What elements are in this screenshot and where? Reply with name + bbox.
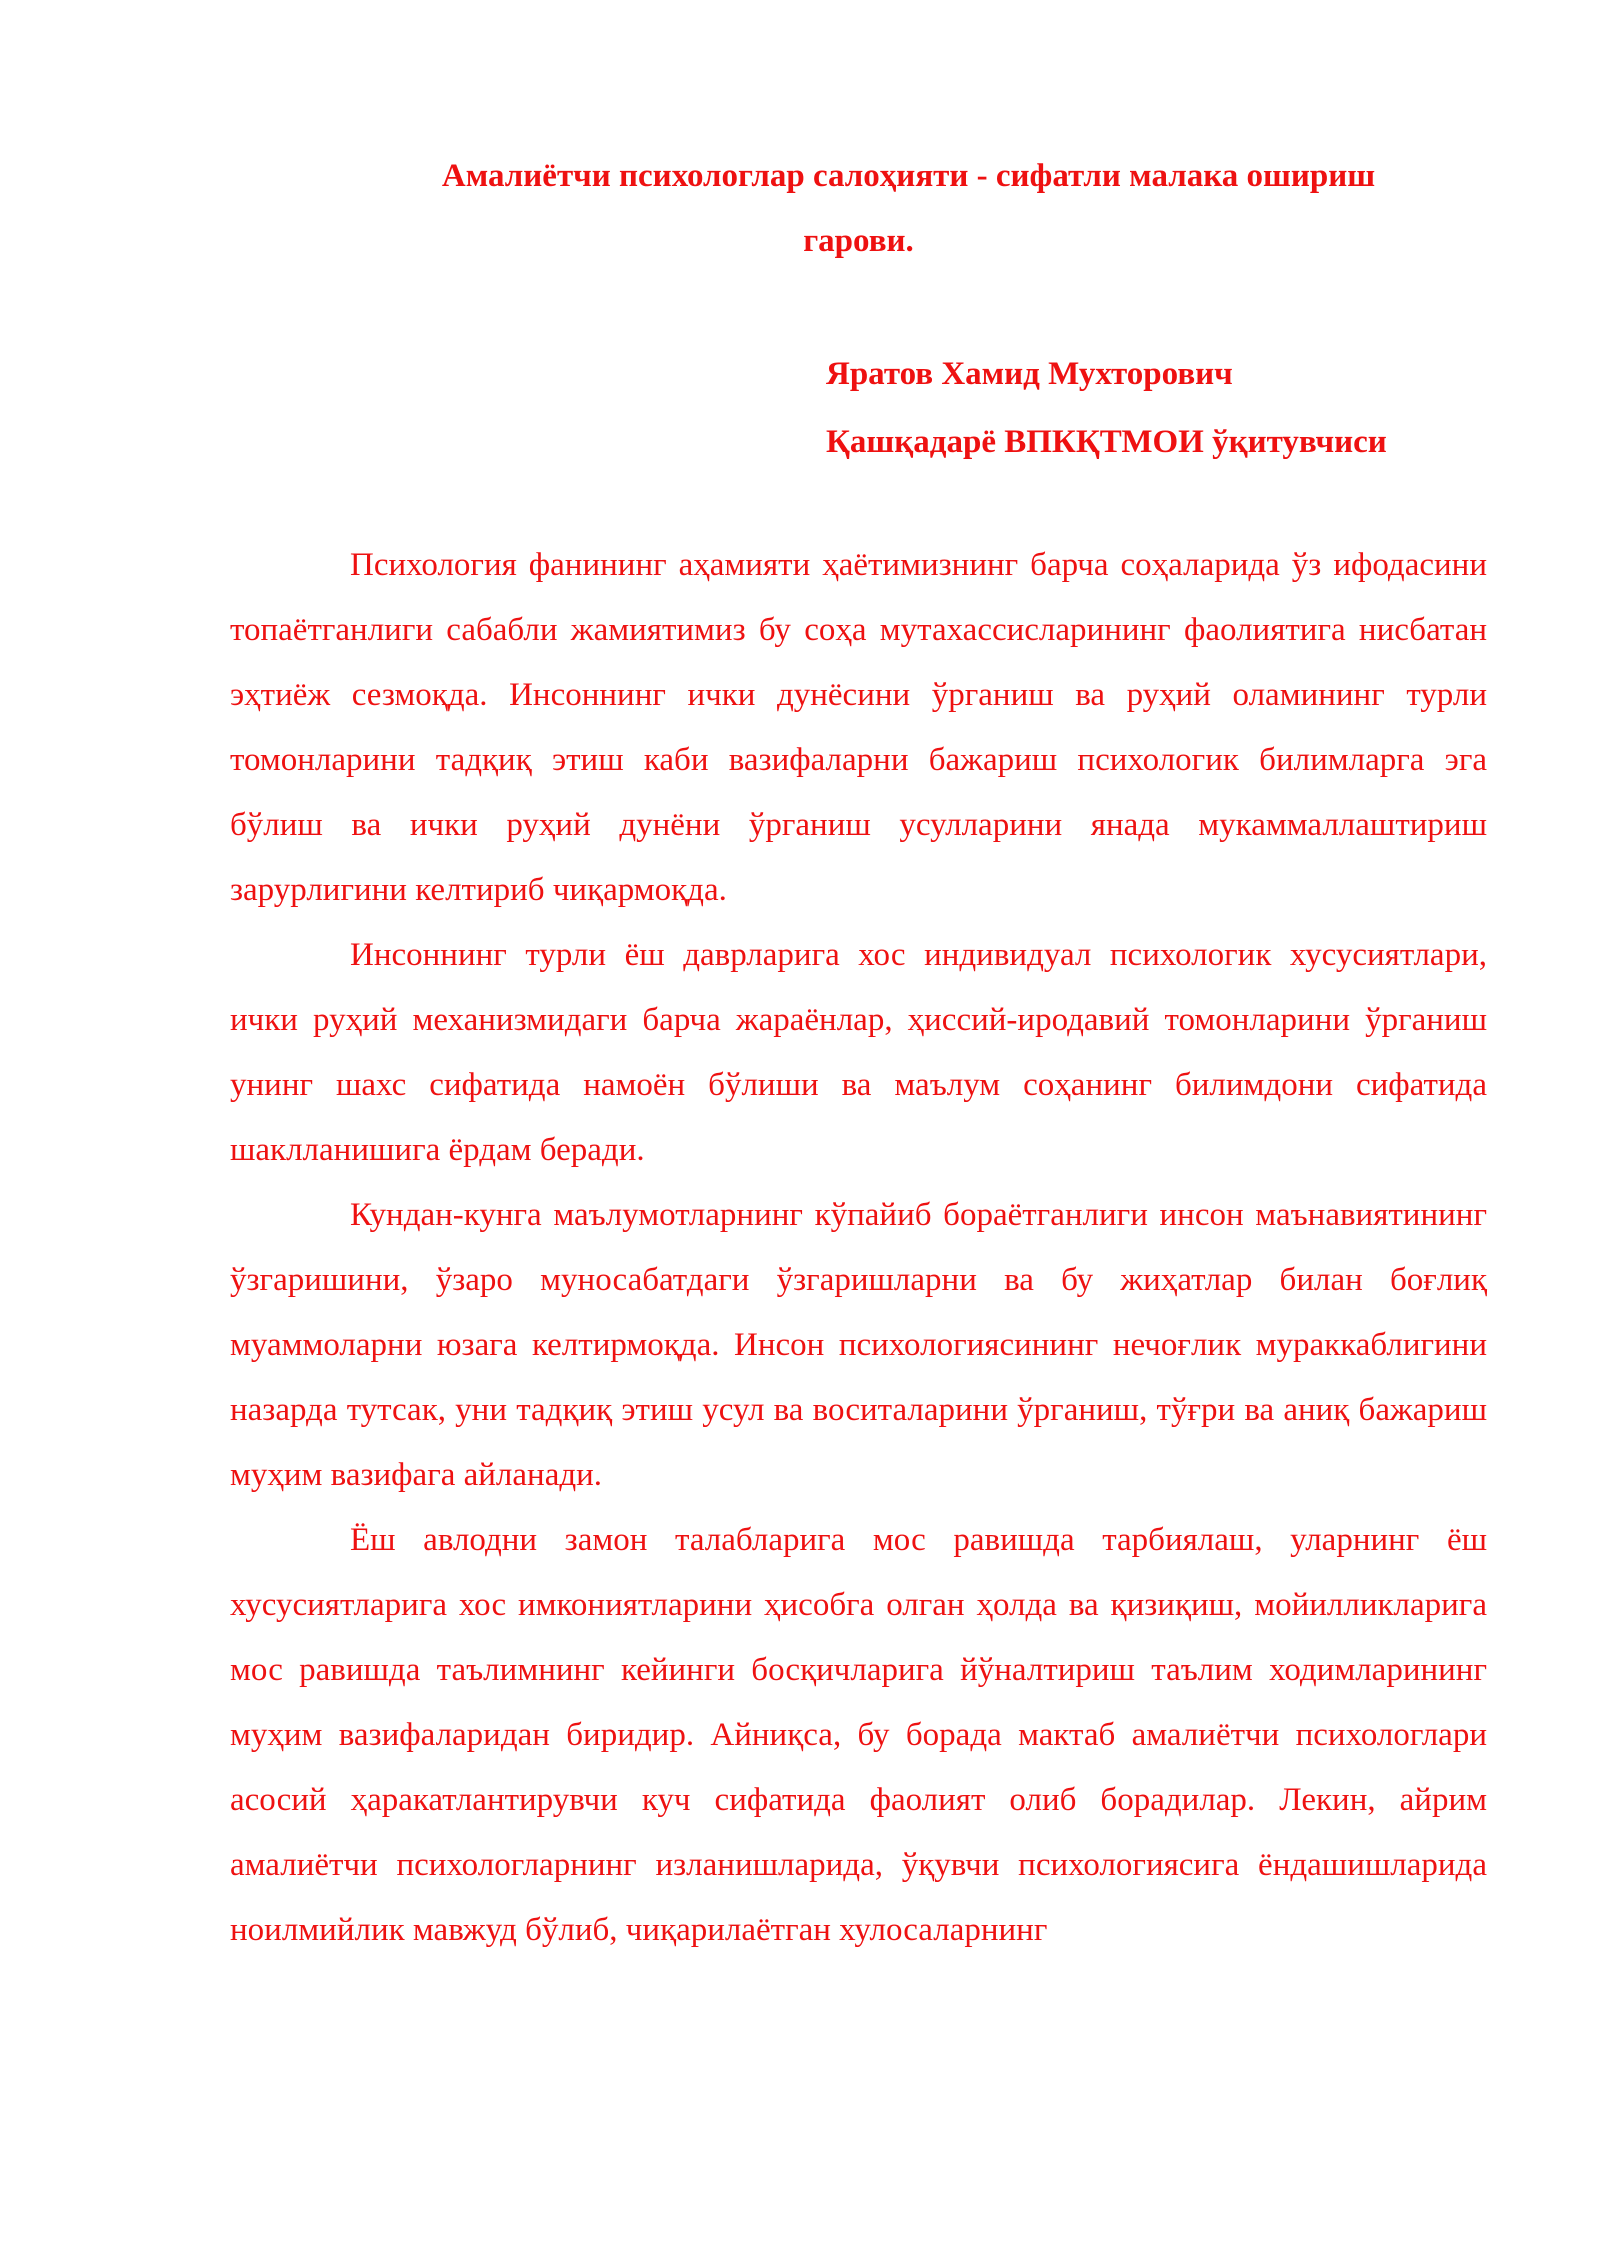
title-line-2: гарови. — [803, 223, 914, 259]
paragraph: Ёш авлодни замон талабларига мос равишда тарбиялаш, уларнинг ёш хусусиятларига хос имкониятларини ҳисобга олган ҳолда ва қизиқиш, мойилликларига мос равишда таълимнинг кейинги босқичларига йўналтириш таълим ходимларининг муҳим вазифаларидан биридир. Айниқса, бу борада мактаб амалиётчи психологлари асосий ҳаракатлантирувчи куч сифатида фаолият олиб борадилар. Лекин, айрим амалиётчи психологларнинг изланишларида, ўқувчи психологиясига ёндашишларида ноилмийлик мавжуд бўлиб, чиқарилаётган хулосаларнинг — [230, 1522, 1487, 1948]
paragraph: Психология фанининг аҳамияти ҳаётимизнинг барча соҳаларида ўз ифодасини топаётганлиги сабабли жамиятимиз бу соҳа мутахассисларининг фаолиятига нисбатан эҳтиёж сезмоқда. Инсоннинг ички дунёсини ўрганиш ва руҳий оламининг турли томонларини тадқиқ этиш каби вазифаларни бажариш психологик билимларга эга бўлиш ва ички руҳий дунёни ўрганиш усулларини янада мукаммаллаштириш зарурлигини келтириб чиқармоқда. — [230, 547, 1487, 908]
paragraph: Кундан-кунга маълумотларнинг кўпайиб бораётганлиги инсон маънавиятининг ўзгаришини, ўзаро муносабатдаги ўзгаришларни ва бу жиҳатлар билан боғлиқ муаммоларни юзага келтирмоқда. Инсон психологиясининг нечоғлик мураккаблигини назарда тутсак, уни тадқиқ этиш усул ва воситаларини ўрганиш, тўғри ва аниқ бажариш муҳим вазифага айланади. — [230, 1197, 1487, 1493]
paragraph: Инсоннинг турли ёш даврларига хос индивидуал психологик хусусиятлари, ички руҳий механизмидаги барча жараёнлар, ҳиссий-иродавий томонларини ўрганиш унинг шахс сифатида намоён бўлиши ва маълум соҳанинг билимдони сифатида шаклланишига ёрдам беради. — [230, 937, 1487, 1168]
author-position: Қашқадарё ВПКҚТМОИ ўқитувчиси — [826, 424, 1387, 460]
author-block — [826, 340, 1387, 476]
title-line-1: Амалиётчи психологлар салоҳияти - сифатли малака ошириш — [441, 158, 1376, 194]
document-title — [230, 144, 1487, 274]
body-text — [230, 533, 1487, 1963]
author-name: Яратов Хамид Мухторович — [826, 356, 1233, 392]
